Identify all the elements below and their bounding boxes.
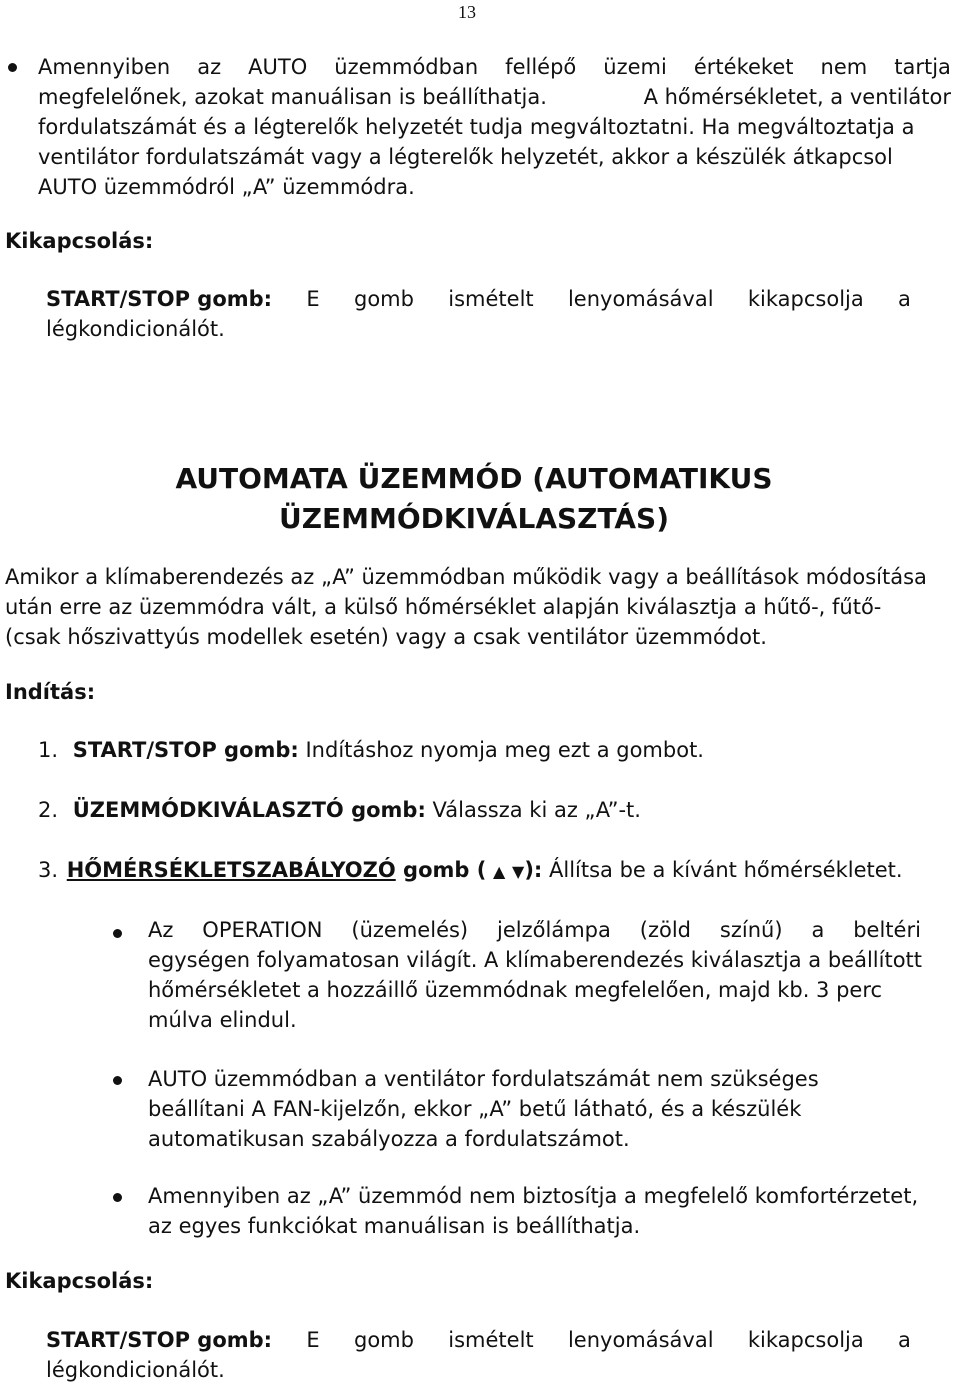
bullet-marker [113,1076,122,1085]
triangle-down-icon: ▼ [512,862,525,881]
step-3: 3. HŐMÉRSÉKLETSZABÁLYOZÓ gomb ( ▲ ▼): Állítsa be a kívánt hőmérsékletet. [38,858,903,882]
page-number: 13 [458,2,476,22]
bullet-marker [8,63,17,72]
intro-line-1: Amennyiben az AUTO üzemmódban fellépő üzemi értékeket nem tartja [38,55,951,79]
step-2: 2. ÜZEMMÓDKIVÁLASZTÓ gomb: Válassza ki az „A”-t. [38,798,641,822]
off-text-2: START/STOP gomb: E gomb ismételt lenyomásával kikapcsolja a légkondicionálót. [46,1328,911,1382]
info-bullet-3: Amennyiben az „A” üzemmód nem biztosítja a megfelelő komfortérzetet, az egyes funkciókat manuálisan is beállíthatja. [148,1184,919,1238]
off-text-1: START/STOP gomb: E gomb ismételt lenyomásával kikapcsolja a légkondicionálót. [46,287,911,341]
start-heading: Indítás: [5,680,96,704]
info-bullet-1: Az OPERATION (üzemelés) jelzőlámpa (zöld színű) a beltéri egységen folyamatosan világít. A klímaberendezés kiválasztja a beállított hőmérsékletet a hozzáillő üzemmódnak megfelelően, majd kb. 3 perc múlva elindul. [148,918,923,1032]
bullet-marker [113,929,122,938]
section-paragraph: Amikor a klímaberendezés az „A” üzemmódban működik vagy a beállítások módosítása után erre az üzemmódra vált, a külső hőmérséklet alapján kiválasztja a hűtő-, fűtő- (csak hőszivattyús modellek esetén) vagy a csak ventilátor üzemmódot. [5,565,927,649]
bullet-marker [113,1193,122,1202]
off-heading-1: Kikapcsolás: [5,229,154,253]
intro-line-5: AUTO üzemmódról „A” üzemmódra. [38,175,415,199]
triangle-up-icon: ▲ [493,862,506,881]
intro-bullet [38,52,951,202]
section-title: AUTOMATA ÜZEMMÓD (AUTOMATIKUS ÜZEMMÓDKIVÁLASZTÁS) [175,462,773,535]
info-bullet-2: AUTO üzemmódban a ventilátor fordulatszámát nem szükséges beállítani A FAN-kijelzőn, ekkor „A” betű látható, és a készülék automatikusan szabályozza a fordulatszámot. [148,1067,819,1151]
intro-line-2: megfelelőnek, azokat manuálisan is beállíthatja. A hőmérsékletet, a ventilátor [38,85,951,109]
intro-line-4: ventilátor fordulatszámát vagy a légterelők helyzetét, akkor a készülék átkapcsol [38,145,893,169]
off-heading-2: Kikapcsolás: [5,1269,154,1293]
intro-line-3: fordulatszámát és a légterelők helyzetét tudja megváltoztatni. Ha megváltoztatja a [38,115,915,139]
step-1: 1. START/STOP gomb: Indításhoz nyomja meg ezt a gombot. [38,738,704,762]
